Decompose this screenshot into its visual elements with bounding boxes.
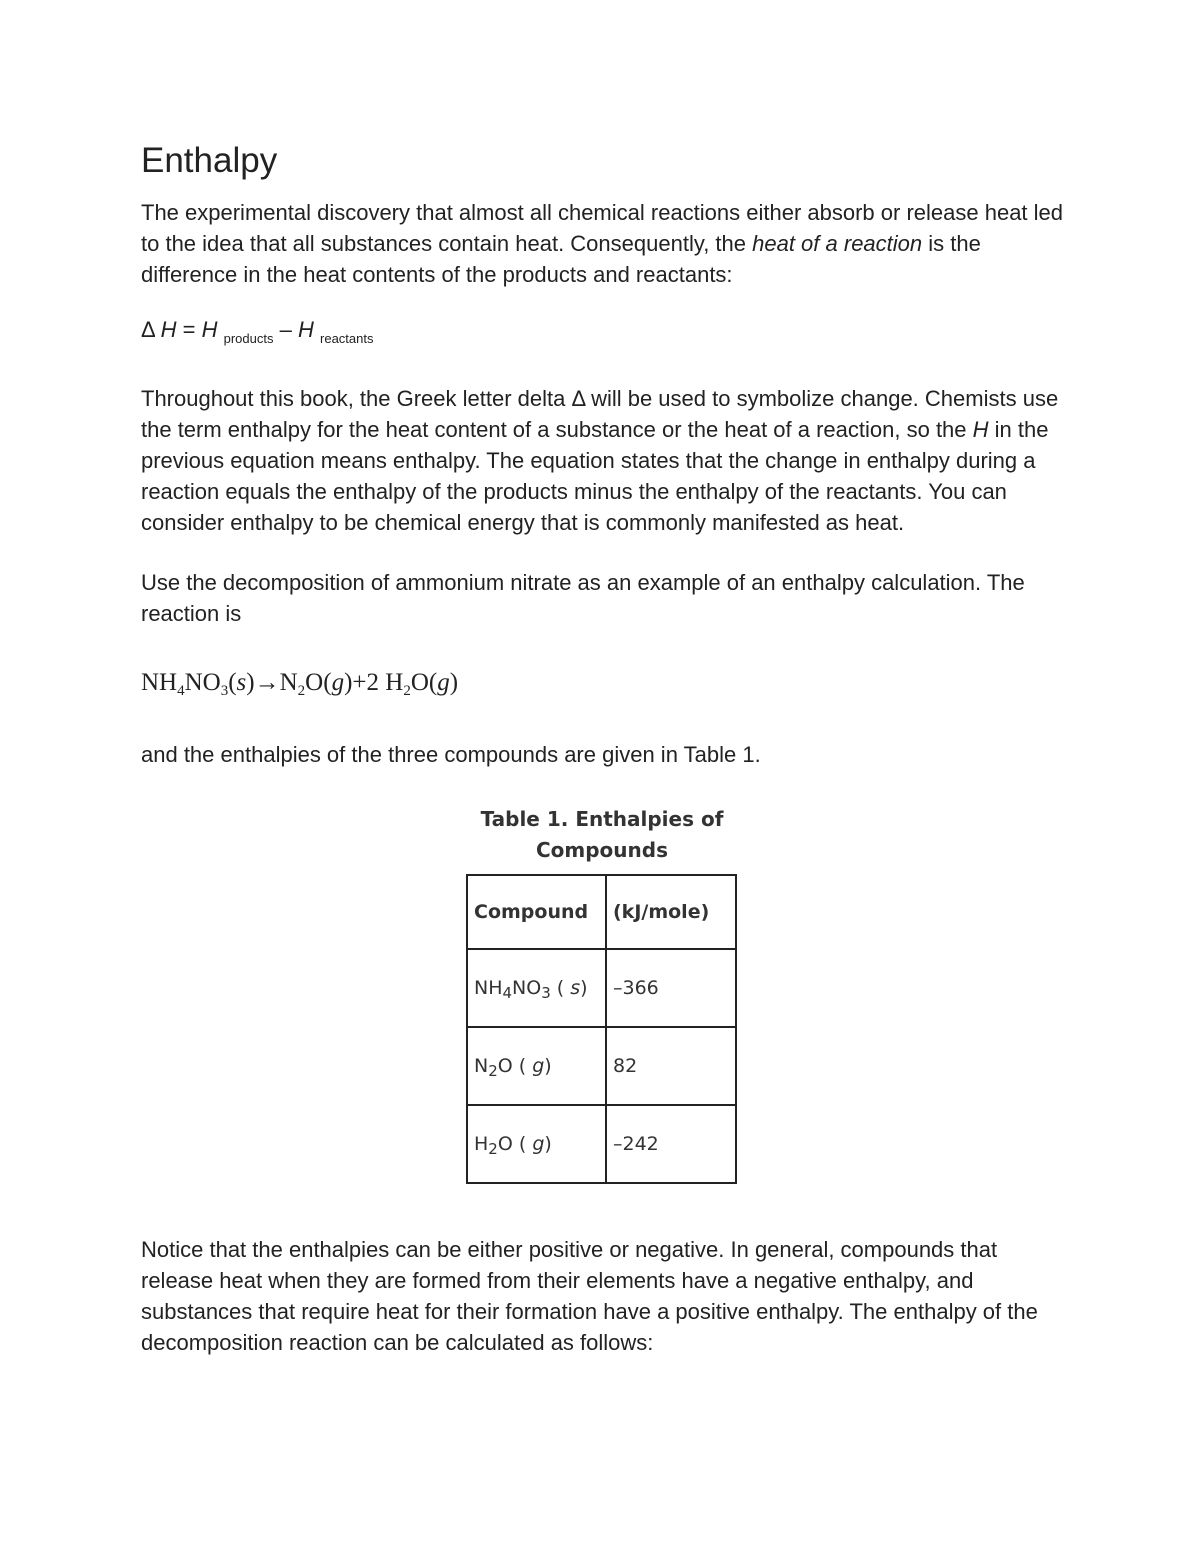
enthalpy-value-cell: –242 bbox=[606, 1105, 736, 1183]
chem-symbol: O bbox=[305, 669, 324, 696]
compound-cell: $H_2O$ ( g) bbox=[467, 1105, 606, 1183]
chem-subscript: 4 bbox=[177, 683, 185, 699]
coefficient: 2 bbox=[366, 669, 379, 696]
compound-cell: $NH_4NO_3$ ( s) bbox=[467, 949, 606, 1027]
formula-subscript-reactants: reactants bbox=[320, 331, 374, 346]
column-header-compound: Compound bbox=[467, 875, 606, 949]
chem-subscript: 2 bbox=[403, 683, 411, 699]
paragraph-decomposition-intro: Use the decomposition of ammonium nitrate as an example of an enthalpy calculation. The reaction is bbox=[141, 570, 1025, 626]
chem-subscript: 2 bbox=[488, 1062, 498, 1080]
column-header-enthalpy: (kJ/mole) bbox=[606, 875, 736, 949]
chem-symbol: O bbox=[497, 1055, 513, 1077]
state-symbol: g bbox=[532, 1055, 545, 1077]
document-content bbox=[141, 140, 1071, 1358]
text-segment: is the difference in the heat contents of the products and reactants: bbox=[141, 231, 981, 287]
formula-variable: H bbox=[160, 317, 177, 342]
enthalpy-value-cell: 82 bbox=[606, 1027, 736, 1105]
state-symbol: g bbox=[532, 1133, 545, 1155]
chem-symbol: NH bbox=[474, 977, 503, 999]
paragraph-sign-explanation: Notice that the enthalpies can be either positive or negative. In general, compounds that release heat when they are formed from their elements have a negative enthalpy, and substances that require heat for their formation have a positive enthalpy. The enthalpy of the decomposition reaction can be calculated as follows: bbox=[141, 1237, 1038, 1355]
table-row bbox=[467, 1105, 736, 1183]
chem-symbol: O bbox=[497, 1133, 513, 1155]
text-segment: The experimental discovery that almost all chemical reactions either absorb or release heat led to the idea that all substances contain heat. Consequently, the bbox=[141, 200, 1064, 256]
enthalpy-table bbox=[466, 874, 737, 1184]
chem-symbol: N bbox=[279, 669, 298, 696]
enthalpy-formula bbox=[141, 314, 1071, 354]
paragraph-table-reference: and the enthalpies of the three compounds are given in Table 1. bbox=[141, 742, 761, 767]
emphasis-text: heat of a reaction bbox=[752, 231, 923, 256]
chem-subscript: 3 bbox=[220, 683, 229, 699]
chem-symbol: O bbox=[410, 669, 429, 696]
formula-variable: H bbox=[298, 317, 314, 342]
chem-symbol: NH bbox=[141, 669, 178, 696]
table-header-row bbox=[467, 875, 736, 949]
formula-variable: H bbox=[201, 317, 218, 342]
state-symbol: g bbox=[331, 669, 345, 696]
table-row bbox=[467, 1027, 736, 1105]
chem-symbol: NO bbox=[184, 669, 221, 696]
chem-symbol: H bbox=[385, 669, 404, 696]
page-title: Enthalpy bbox=[141, 141, 278, 180]
chem-symbol: N bbox=[474, 1055, 489, 1077]
minus-sign: – bbox=[279, 317, 292, 342]
chem-subscript: 2 bbox=[488, 1140, 498, 1158]
state-symbol: g bbox=[437, 669, 450, 696]
text-segment: Throughout this book, the Greek letter delta Δ will be used to symbolize change. Chemists use the term enthalpy for the heat content of a substance or the heat of a reaction, so the bbox=[141, 386, 1059, 442]
chem-subscript: 2 bbox=[297, 683, 306, 699]
delta-symbol: Δ bbox=[141, 317, 155, 342]
text-segment: in the previous equation means enthalpy. The equation states that the change in enthalpy during a reaction equals the enthalpy of the products minus the enthalpy of the reactants. You can consider enthalpy to be chemical energy that is commonly manifested as heat. bbox=[141, 417, 1049, 535]
formula-subscript-products: products bbox=[223, 331, 274, 346]
reaction-arrow: → bbox=[254, 669, 280, 696]
chem-subscript: 3 bbox=[541, 984, 551, 1002]
plus-sign: + bbox=[352, 669, 367, 696]
state-symbol: s bbox=[570, 977, 581, 999]
table-row bbox=[467, 949, 736, 1027]
enthalpy-table-block bbox=[141, 804, 1071, 1184]
chem-symbol: NO bbox=[512, 977, 542, 999]
compound-cell: $N_2O$ ( g) bbox=[467, 1027, 606, 1105]
equals-sign: = bbox=[182, 317, 196, 342]
paragraph-heat-of-reaction bbox=[141, 197, 1071, 290]
paragraph-delta-explanation bbox=[141, 383, 1071, 538]
chem-subscript: 4 bbox=[502, 984, 513, 1002]
emphasis-text: H bbox=[972, 417, 989, 442]
table-caption: Table 1. Enthalpies of Compounds bbox=[480, 807, 724, 862]
enthalpy-value-cell: –366 bbox=[606, 949, 736, 1027]
state-symbol: s bbox=[236, 669, 247, 696]
chem-symbol: H bbox=[474, 1133, 489, 1155]
reaction-equation: $NH_4NO_3(s)\to N_2O(g)+2$ $H_2O(g)$ bbox=[141, 669, 459, 699]
